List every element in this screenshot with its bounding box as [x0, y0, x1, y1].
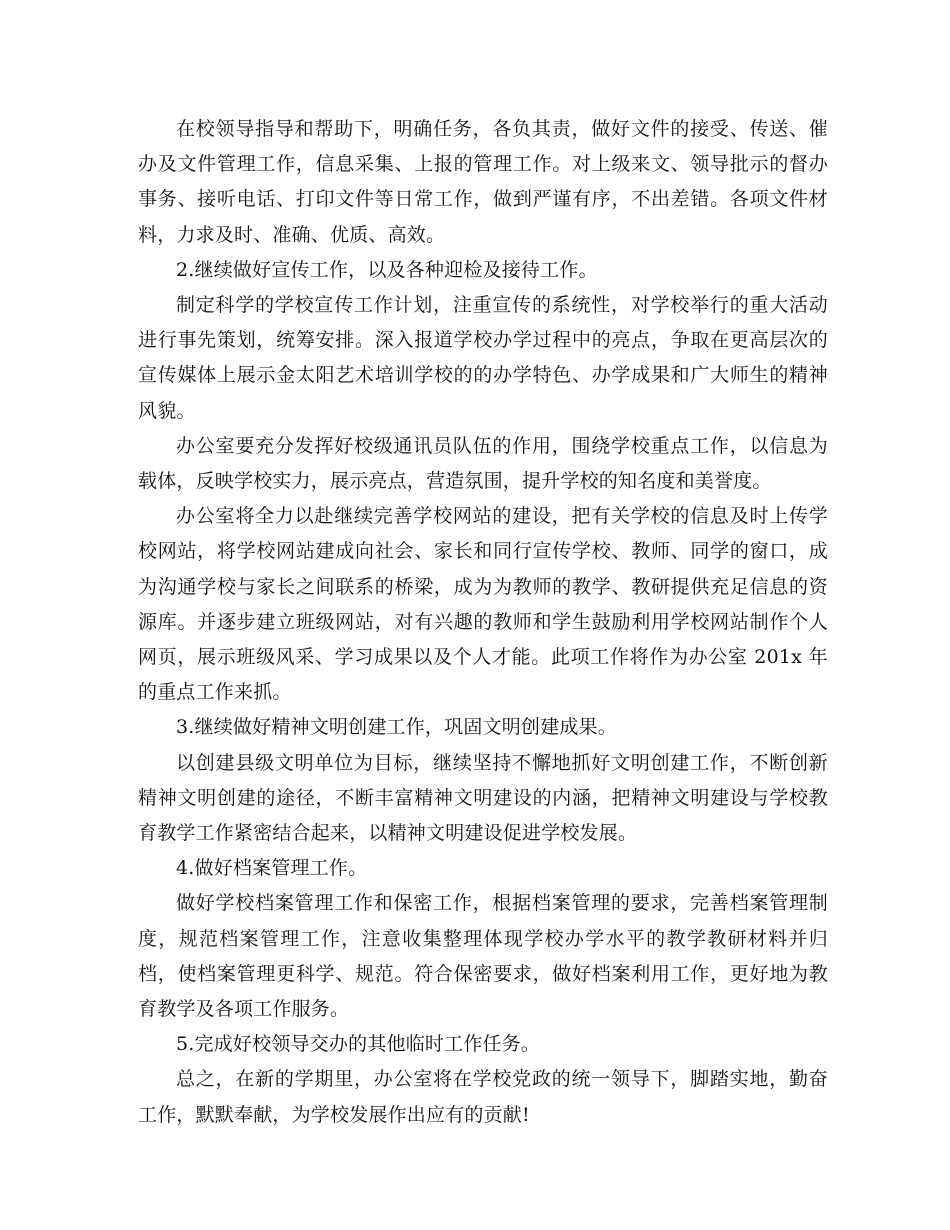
heading-item-5-temporary-tasks: 5.完成好校领导交办的其他临时工作任务。 [176, 1033, 541, 1056]
paragraph-archive-management: 做好学校档案管理工作和保密工作，根据档案管理的要求，完善档案管理制度，规范档案管理工作，注意收集整理体现学校办学水平的教学教研材料并归档，使档案管理更科学、规范。符合保密要求，做好档案利用工作，更好地为教育教学及各项工作服务。 [138, 892, 828, 1021]
heading-item-3-civilization: 3.继续做好精神文明创建工作，巩固文明创建成果。 [176, 716, 617, 739]
paragraph-office-duties: 在校领导指导和帮助下，明确任务，各负其责，做好文件的接受、传送、催办及文件管理工作，信息采集、上报的管理工作。对上级来文、领导批示的督办事务、接听电话、打印文件等日常工作，做到严谨有序，不出差错。各项文件材料，力求及时、准确、优质、高效。 [138, 118, 828, 246]
paragraph-correspondents: 办公室要充分发挥好校级通讯员队伍的作用，围绕学校重点工作，以信息为载体，反映学校实力，展示亮点，营造氛围，提升学校的知名度和美誉度。 [138, 434, 828, 493]
paragraph-civilization-creation: 以创建县级文明单位为目标，继续坚持不懈地抓好文明创建工作，不断创新精神文明创建的途径，不断丰富精神文明建设的内涵，把精神文明建设与学校教育教学工作紧密结合起来，以精神文明建设促进学校发展。 [138, 751, 828, 845]
document-body [138, 112, 828, 1133]
heading-item-2-publicity: 2.继续做好宣传工作，以及各种迎检及接待工作。 [176, 258, 598, 281]
heading-item-4-archives: 4.做好档案管理工作。 [176, 857, 368, 880]
paragraph-publicity-plan: 制定科学的学校宣传工作计划，注重宣传的系统性，对学校举行的重大活动进行事先策划，统筹安排。深入报道学校办学过程中的亮点，争取在更高层次的宣传媒体上展示金太阳艺术培训学校的的办学特色、办学成果和广大师生的精神风貌。 [138, 294, 828, 422]
paragraph-conclusion: 总之，在新的学期里，办公室将在学校党政的统一领导下，脚踏实地，勤奋工作，默默奉献，为学校发展作出应有的贡献! [138, 1068, 828, 1126]
paragraph-school-website: 办公室将全力以赴继续完善学校网站的建设，把有关学校的信息及时上传学校网站，将学校网站建成向社会、家长和同行宣传学校、教师、同学的窗口，成为沟通学校与家长之间联系的桥梁，成为为教师的教学、教研提供充足信息的资源库。并逐步建立班级网站，对有兴趣的教师和学生鼓励利用学校网站制作个人网页，展示班级风采、学习成果以及个人才能。此项工作将作为办公室 201x 年的重点工作来抓。 [138, 505, 828, 704]
